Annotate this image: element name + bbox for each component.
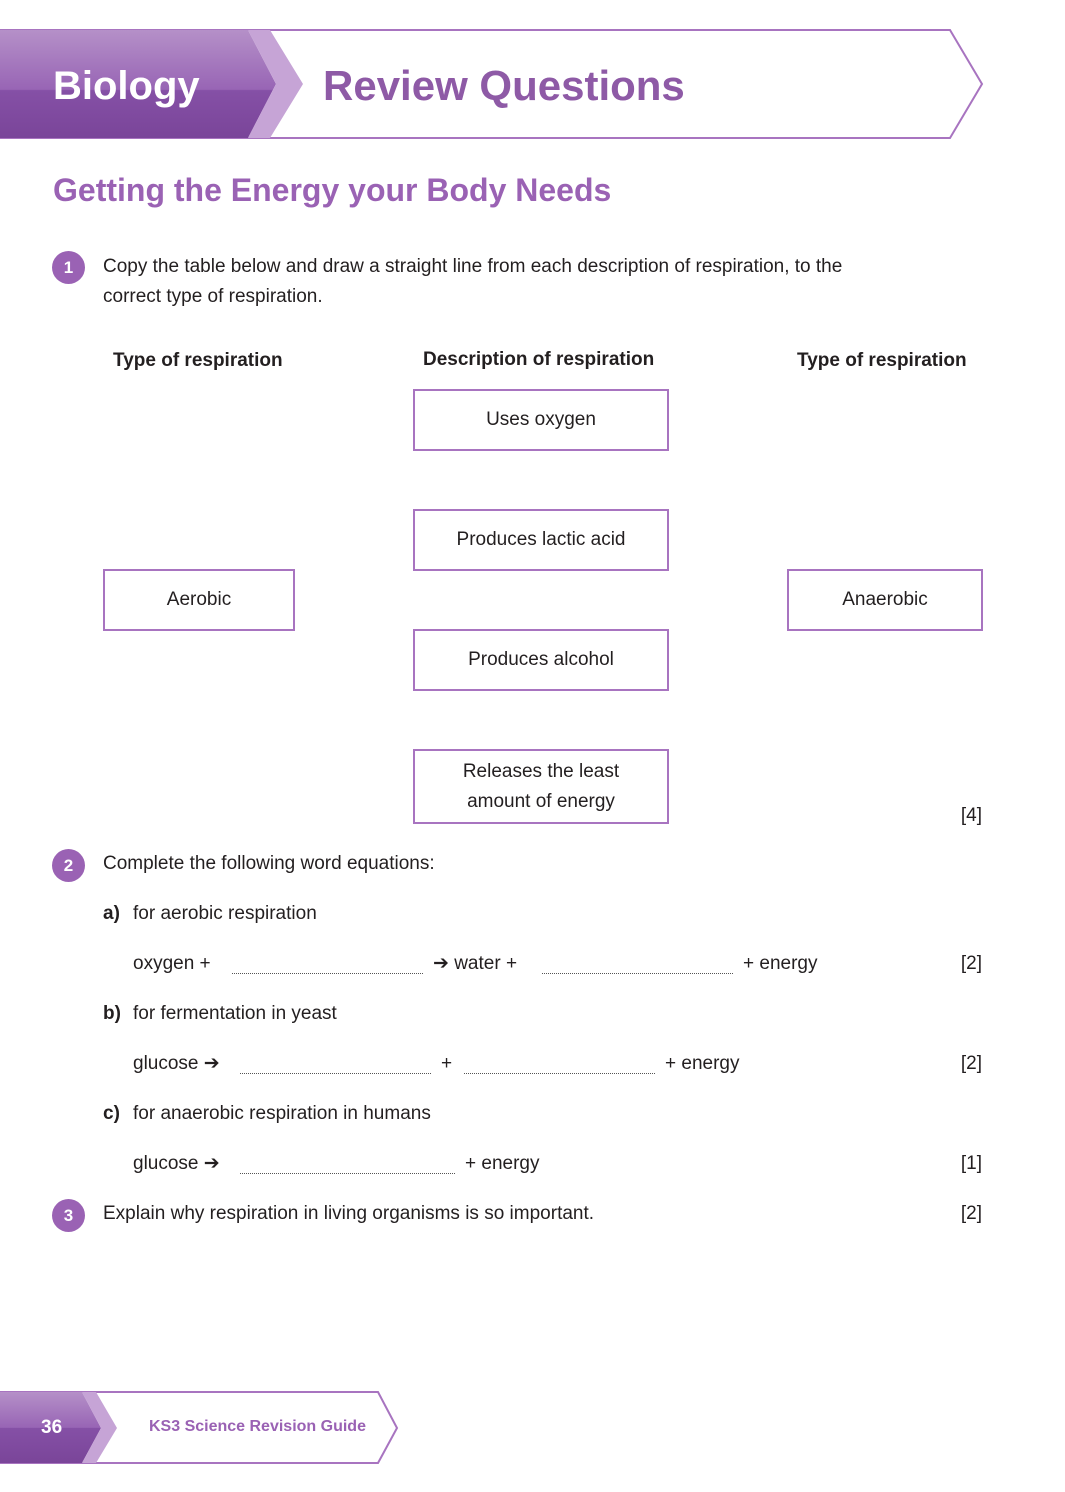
question-1-number: 1 — [52, 251, 85, 284]
anaerobic-box — [787, 569, 983, 631]
part-c-label: c) — [103, 1103, 120, 1124]
description-text: Produces alcohol — [468, 649, 614, 670]
column-heading-left: Type of respiration — [113, 350, 283, 371]
part-b-marks: [2] — [960, 1053, 982, 1074]
column-heading-middle: Description of respiration — [423, 349, 655, 370]
aerobic-label: Aerobic — [166, 589, 232, 610]
page-title: Review Questions — [323, 62, 685, 109]
description-box — [413, 629, 669, 691]
aerobic-box — [103, 569, 295, 631]
equation-a-term1: oxygen + — [133, 953, 211, 974]
description-text-line2: amount of energy — [467, 790, 615, 812]
part-c-marks: [1] — [960, 1153, 982, 1174]
equation-c-term1: glucose ➔ — [133, 1153, 220, 1174]
equation-b-term3: + energy — [665, 1053, 740, 1074]
answer-blank[interactable] — [240, 1173, 455, 1174]
description-text-line1: Releases the least — [462, 760, 620, 782]
equation-a-term3: + energy — [743, 953, 818, 974]
description-box — [413, 389, 669, 451]
part-a-label: a) — [103, 903, 120, 924]
description-box — [413, 749, 669, 824]
description-box — [413, 509, 669, 571]
part-a-marks: [2] — [960, 953, 982, 974]
equation-c-term2: + energy — [465, 1153, 540, 1174]
answer-blank[interactable] — [232, 973, 423, 974]
answer-blank[interactable] — [240, 1073, 431, 1074]
equation-a-term2: ➔ water + — [433, 953, 518, 974]
footer-title: KS3 Science Revision Guide — [149, 1418, 366, 1435]
question-3-text: Explain why respiration in living organisms is so important. — [103, 1203, 595, 1224]
equation-b-term1: glucose ➔ — [133, 1053, 220, 1074]
question-2-text: Complete the following word equations: — [103, 853, 435, 874]
part-c-text: for anaerobic respiration in humans — [133, 1103, 431, 1124]
description-text: Uses oxygen — [486, 409, 596, 430]
section-title: Getting the Energy your Body Needs — [53, 172, 612, 208]
subject-label: Biology — [53, 64, 200, 108]
question-1-text-line1: Copy the table below and draw a straight line from each description of respiration, to the — [103, 256, 843, 277]
answer-blank[interactable] — [464, 1073, 655, 1074]
question-1-marks: [4] — [960, 805, 982, 826]
page-number: 36 — [41, 1417, 63, 1438]
question-1-text-line2: correct type of respiration. — [103, 286, 323, 307]
question-3-number: 3 — [52, 1199, 85, 1232]
question-2-number: 2 — [52, 849, 85, 882]
part-b-text: for fermentation in yeast — [133, 1003, 337, 1024]
column-heading-right: Type of respiration — [797, 350, 967, 371]
part-a-text: for aerobic respiration — [133, 903, 317, 924]
answer-blank[interactable] — [542, 973, 733, 974]
equation-b-term2: + — [441, 1053, 453, 1074]
anaerobic-label: Anaerobic — [842, 589, 928, 610]
part-b-label: b) — [103, 1003, 121, 1024]
description-text: Produces lactic acid — [456, 529, 626, 550]
question-3-marks: [2] — [960, 1203, 982, 1224]
